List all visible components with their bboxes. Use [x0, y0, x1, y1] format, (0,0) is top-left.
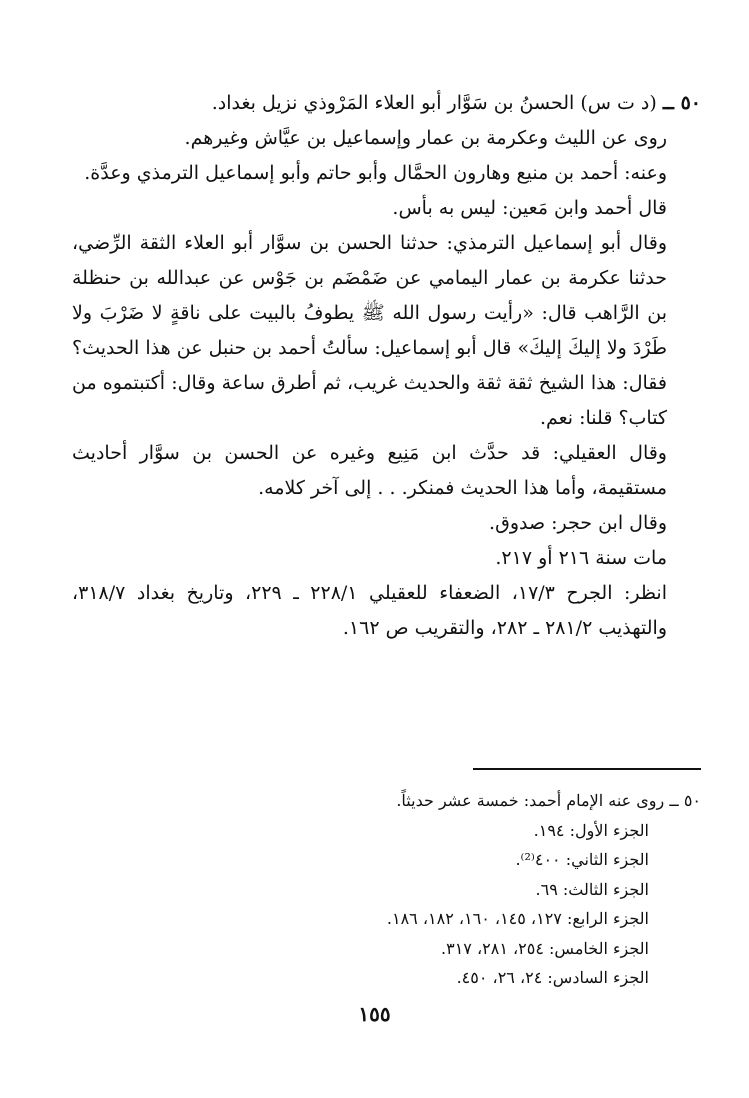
footnotes: [200, 786, 701, 993]
entry-heading: [72, 86, 701, 121]
biography-entry: [72, 86, 701, 646]
ibn-hajar-verdict: وقال ابن حجر: صدوق.: [489, 512, 667, 534]
page-number: ١٥٥: [358, 1002, 391, 1026]
narrators-to: وعنه: أحمد بن منيع وهارون الحمَّال وأبو حاتم وأبو إسماعيل الترمذي وعدَّة.: [84, 162, 667, 184]
entry-title: (د ت س) الحسنُ بن سَوَّار أبو العلاء المَرْوذي نزيل بغداد.: [211, 92, 657, 114]
entry-number: ٥٠ ــ: [662, 92, 701, 114]
narrators-from: روى عن الليث وعكرمة بن عمار وإسماعيل بن عيَّاش وغيرهم.: [184, 127, 667, 149]
footnote-volume: الجزء الخامس: ٢٥٤، ٢٨١، ٣١٧.: [441, 938, 649, 958]
death-date: مات سنة ٢١٦ أو ٢١٧.: [495, 547, 667, 569]
footnote-volume: الجزء الثالث: ٦٩.: [535, 879, 649, 899]
references: انظر: الجرح ١٧/٣، الضعفاء للعقيلي ٢٢٨/١ ـ ٢٢٩، وتاريخ بغداد ٣١٨/٧، والتهذيب ٢٨١/٢ ـ ٢٨٢، والتقريب ص ١٦٢.: [72, 582, 667, 639]
footnote-intro: ٥٠ ــ روى عنه الإمام أحمد: خمسة عشر حديثاً.: [396, 791, 701, 810]
footnote-divider: [473, 768, 701, 770]
footnote-volume: الجزء الأول: ١٩٤.: [533, 820, 649, 840]
footnote-volume: الجزء السادس: ٢٤، ٢٦، ٤٥٠.: [456, 968, 649, 987]
ahmad-ibn-main-verdict: قال أحمد وابن مَعين: ليس به بأس.: [392, 197, 667, 219]
footnote-volume: الجزء الثاني: ٤٠٠⁽²⁾.: [515, 850, 649, 869]
footnote-volume: الجزء الرابع: ١٢٧، ١٤٥، ١٦٠، ١٨٢، ١٨٦.: [386, 909, 649, 928]
tirmidhi-narration: وقال أبو إسماعيل الترمذي: حدثنا الحسن بن سوَّار أبو العلاء الثقة الرِّضي، حدثنا عكرمة بن عمار اليمامي عن ضَمْضَم بن جَوْس عن عبدالله بن حنظلة بن الرَّاهب قال: «رأيت رسول الله ﷺ يطوفُ بالبيت على ناقةٍ لا ضَرْبَ ولا طَرْدَ ولا إليكَ إليكَ» قال أبو إسماعيل: سألتُ أحمد بن حنبل عن هذا الحديث؟ فقال: هذا الشيخ ثقة ثقة والحديث غريب، ثم أطرق ساعة وقال: أكتبتموه من كتاب؟ قلنا: نعم.: [72, 232, 667, 429]
uqayli-verdict: وقال العقيلي: قد حدَّث ابن مَنِيع وغيره عن الحسن بن سوَّار أحاديث مستقيمة، وأما هذا الحديث فمنكر. . . إلى آخر كلامه.: [72, 442, 667, 499]
